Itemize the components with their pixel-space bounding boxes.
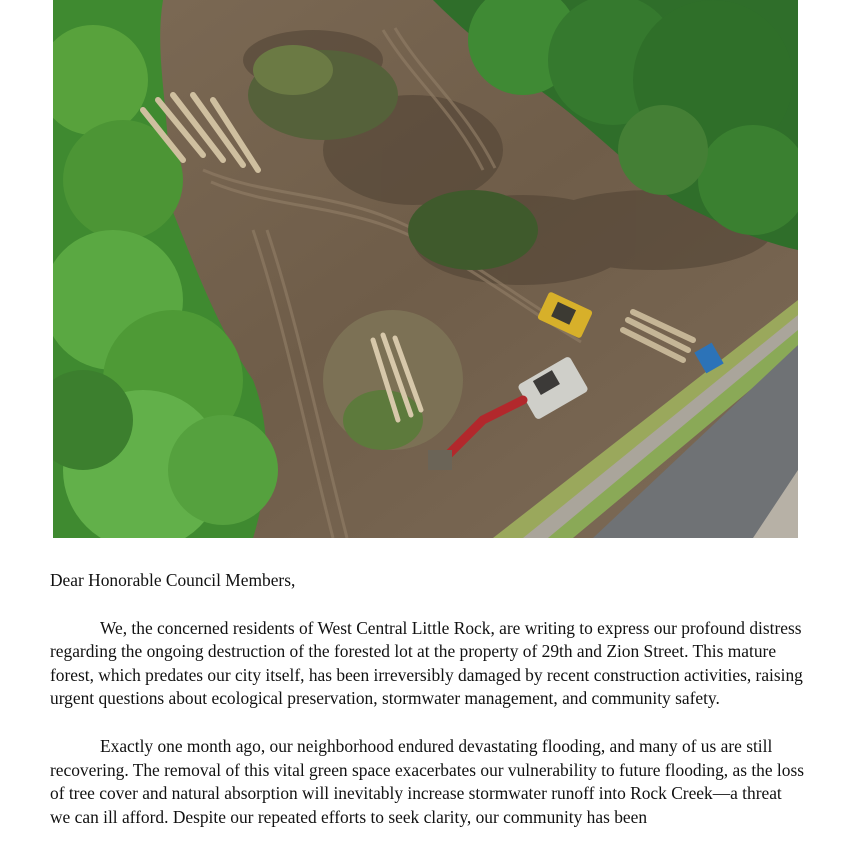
debris-pile-center (408, 190, 538, 270)
letter-paragraph-2: Exactly one month ago, our neighborhood endured devastating flooding, and many of us are still recovering. The removal of this vital green space exacerbates our vulnerability to future flooding, as the loss of tree cover and natural absorption will inevitably increase stormwater runoff into Rock Creek—a threat we can ill afford. Despite our repeated efforts to seek clarity, our community has been (50, 735, 804, 827)
letter-paragraph-1: We, the concerned residents of West Central Little Rock, are writing to express our profound distress regarding the ongoing destruction of the forested lot at the property of 29th and Zion Street. This mature forest, which predates our city itself, has been irreversibly damaged by recent construction activities, raising urgent questions about ecological preservation, stormwater management, and community safety. (50, 617, 803, 709)
debris-pile-lower (323, 310, 463, 450)
construction-site-photo (53, 0, 798, 538)
letter-body (50, 569, 805, 853)
aerial-photo-illustration (53, 0, 798, 538)
letter-salutation: Dear Honorable Council Members, (50, 570, 296, 590)
